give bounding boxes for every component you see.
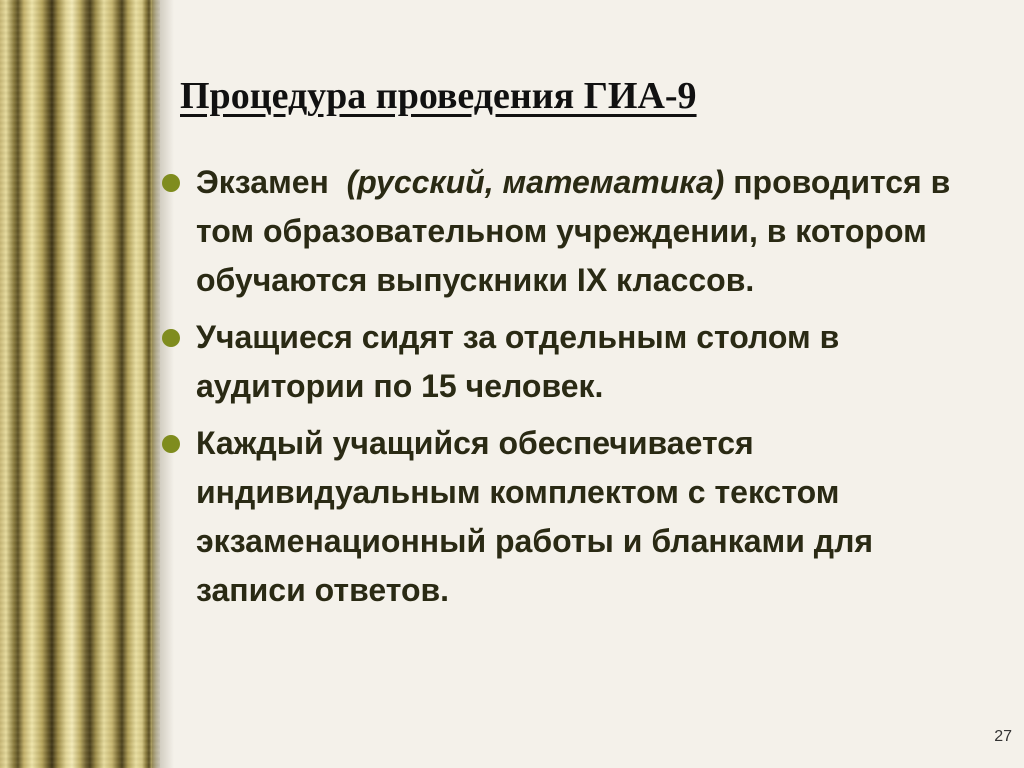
bullet-text: Каждый учащийся обеспечивается индивидуальным комплектом с текстом экзаменационный работы и бланками для записи ответов.	[196, 425, 874, 608]
slide-title: Процедура проведения ГИА-9	[180, 75, 697, 117]
bullet-item	[160, 313, 970, 411]
bullet-lead: Экзамен	[196, 164, 329, 200]
bullet-subjects: (русский, математика)	[346, 164, 725, 200]
bullet-dot-icon	[162, 174, 180, 192]
bullet-list	[160, 158, 970, 623]
bullet-text: проводится в том образовательном учреждении, в котором обучаются выпускники IX классов.	[196, 164, 951, 298]
bullet-item	[160, 158, 970, 305]
bullet-item	[160, 419, 970, 615]
bullet-dot-icon	[162, 329, 180, 347]
bullet-text: Учащиеся сидят за отдельным столом в аудитории по 15 человек.	[196, 319, 840, 404]
bullet-dot-icon	[162, 435, 180, 453]
decorative-columns	[0, 0, 160, 768]
page-number: 27	[994, 728, 1012, 745]
